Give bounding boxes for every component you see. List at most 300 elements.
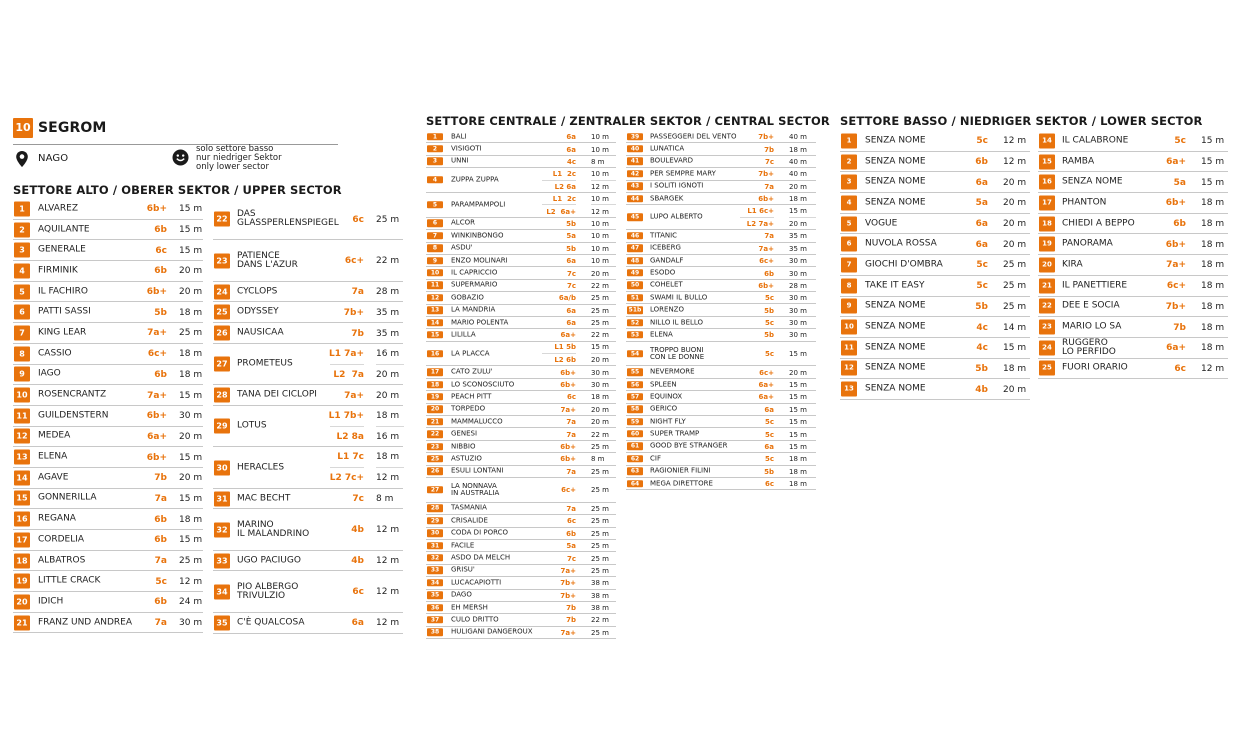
route-length: [789, 329, 816, 340]
grade-value: 6b: [764, 269, 774, 278]
grade-value: 6a: [351, 618, 364, 629]
route-name-line: IDICH: [38, 596, 64, 607]
route-grade: [426, 143, 576, 154]
route-name-line: MARIO LO SA: [1062, 321, 1122, 332]
route-number-badge: 59: [627, 418, 643, 425]
length-value: 18 m: [1201, 343, 1225, 354]
route-length: [789, 304, 816, 315]
grade-value: 6b: [154, 369, 167, 380]
route-row: [626, 478, 816, 490]
route-number-badge: 15: [427, 331, 443, 338]
route-length: [789, 366, 816, 377]
route-row: [426, 391, 616, 403]
route-number-badge: 15: [14, 491, 30, 506]
route-length: [1003, 359, 1030, 379]
route-name-line: RAMBA: [1062, 156, 1095, 167]
route-name-line: ODYSSEY: [237, 306, 279, 317]
route-length: [783, 205, 816, 229]
length-value: 22 m: [591, 331, 609, 340]
route-length: [789, 342, 816, 366]
route-grade: [626, 292, 774, 303]
route-number-badge: 6: [841, 237, 857, 252]
route-name-line: FRANZ UND ANDREA: [38, 617, 133, 628]
route-name-line: ALVAREZ: [38, 203, 79, 214]
route-length: [1003, 338, 1030, 358]
route-length: [179, 592, 203, 612]
route-length: [591, 143, 616, 154]
route-grade: [13, 489, 167, 509]
route-row: [626, 181, 816, 193]
length-value: 15 m: [789, 430, 807, 439]
route-row: [13, 489, 203, 510]
route-length: [1201, 234, 1228, 254]
route-grade: [840, 379, 988, 399]
route-length: [376, 489, 404, 509]
length-value: 15 m: [789, 350, 807, 359]
central-sector-title: SETTORE CENTRALE / ZENTRALER SEKTOR / CENTRAL SECTOR: [426, 114, 830, 128]
grade-value: 5a: [1173, 177, 1186, 188]
route-number-badge: 21: [427, 418, 443, 425]
route-length: [1201, 152, 1228, 172]
grade-value: 7a+: [560, 628, 576, 637]
route-number-badge: 52: [627, 319, 643, 326]
route-grade: [213, 385, 364, 405]
route-name-line: SWAMI IL BULLO: [650, 293, 708, 302]
route-grade: [13, 261, 167, 281]
route-length: [179, 489, 203, 509]
length-value: 20 m: [179, 473, 203, 484]
route-row: [1038, 359, 1228, 380]
length-value: 18 m: [789, 195, 807, 204]
route-number-badge: 45: [627, 214, 643, 221]
length-value: 15 m: [591, 342, 616, 354]
route-name-line: NUVOLA ROSSA: [865, 238, 937, 249]
route-name-line: PARAMPAMPOLI: [451, 200, 506, 209]
route-length: [1201, 214, 1228, 234]
route-row: [13, 302, 203, 323]
route-length: [591, 243, 616, 254]
route-number-badge: 18: [427, 381, 443, 388]
route-grade: [13, 344, 167, 364]
route-length: [179, 385, 203, 405]
route-number-badge: 9: [14, 367, 30, 382]
length-value: 28 m: [376, 287, 400, 298]
route-grade: [426, 590, 576, 601]
route-length: [789, 466, 816, 477]
route-row: [840, 172, 1030, 193]
route-number-badge: 14: [1039, 133, 1055, 148]
route-number-badge: 17: [1039, 195, 1055, 210]
length-value: 38 m: [591, 591, 609, 600]
grade-value: 6a: [566, 306, 576, 315]
route-length: [591, 453, 616, 464]
route-grade: [542, 193, 576, 217]
route-name-line: BOULEVARD: [650, 156, 694, 165]
route-number-badge: 20: [1039, 257, 1055, 272]
route-number-badge: 12: [841, 361, 857, 376]
route-length: [789, 156, 816, 167]
route-row: [213, 302, 403, 323]
route-name-line: IN AUSTRALIA: [451, 488, 500, 497]
route-number-badge: 27: [214, 357, 230, 372]
route-grade: [330, 344, 364, 384]
route-row: [426, 577, 616, 589]
note-line: only lower sector: [196, 162, 269, 172]
route-number-badge: 6: [427, 220, 443, 227]
route-name-line: SUPER TRAMP: [650, 429, 700, 438]
length-value: 15 m: [179, 390, 203, 401]
route-number-badge: 7: [427, 232, 443, 239]
route-name-line: SBARGEK: [650, 194, 684, 203]
route-row: [626, 243, 816, 255]
length-value: 20 m: [179, 266, 203, 277]
route-grade: [840, 234, 988, 254]
grade-value: 4c: [976, 343, 988, 354]
route-number-badge: 14: [14, 470, 30, 485]
route-length: [789, 255, 816, 266]
grade-value: 5a: [566, 542, 576, 551]
grade-value: 6c: [566, 393, 576, 402]
route-length: [789, 453, 816, 464]
route-number-badge: 5: [14, 284, 30, 299]
route-row: [426, 243, 616, 255]
grade-value: 7a: [566, 418, 576, 427]
grade-value: 5c: [764, 418, 774, 427]
route-grade: [13, 282, 167, 302]
route-row: [426, 466, 616, 478]
length-value: 20 m: [1003, 198, 1027, 209]
route-row: [626, 131, 816, 143]
grade-value: 5c: [155, 576, 167, 587]
route-length: [1201, 317, 1228, 337]
route-name-line: NILLO IL BELLO: [650, 318, 704, 327]
route-number-badge: 19: [427, 393, 443, 400]
length-value: 15 m: [179, 535, 203, 546]
route-name-line: PER SEMPRE MARY: [650, 169, 716, 178]
length-value: 18 m: [376, 406, 404, 427]
route-length: [789, 267, 816, 278]
grade-value: 6b+: [560, 455, 576, 464]
length-value: 25 m: [591, 486, 609, 495]
route-name-line: CULO DRITTO: [451, 615, 499, 624]
length-value: 18 m: [179, 307, 203, 318]
route-name-line: ASDO DA MELCH: [451, 553, 511, 562]
route-grade: [13, 199, 167, 219]
route-grade: [426, 366, 576, 377]
grade-value: 7c: [352, 494, 364, 505]
grade-value: 4b: [351, 556, 364, 567]
route-name-line: KING LEAR: [38, 327, 87, 338]
upper-routes-col2: [213, 199, 403, 634]
sector-number-badge: 10: [13, 118, 33, 138]
route-grade: [426, 379, 576, 390]
grade-value: 6b+: [146, 287, 167, 298]
route-length: [789, 131, 816, 142]
route-row: [13, 509, 203, 530]
route-row: [426, 292, 616, 304]
route-grade: [213, 282, 364, 302]
grade-value: 6c+: [759, 257, 774, 266]
route-name-line: CON LE DONNE: [650, 352, 705, 361]
route-length: [789, 181, 816, 192]
route-name-line: SPLEEN: [650, 380, 677, 389]
route-grade: [426, 131, 576, 142]
route-number-badge: 13: [14, 450, 30, 465]
length-value: 20 m: [591, 356, 609, 365]
route-number-badge: 2: [841, 154, 857, 169]
route-number-badge: 58: [627, 406, 643, 413]
route-name-line: HERACLES: [237, 462, 285, 472]
route-grade: [626, 243, 774, 254]
route-row: [626, 441, 816, 453]
route-number-badge: 36: [427, 604, 443, 611]
route-grade: [426, 391, 576, 402]
route-length: [591, 329, 616, 340]
route-number-badge: 54: [627, 350, 643, 357]
route-number-badge: 5: [427, 201, 443, 208]
route-name-line: ALBATROS: [38, 555, 86, 566]
route-number-badge: 10: [14, 388, 30, 403]
route-row: [840, 379, 1030, 400]
grade-value: 6c: [566, 517, 576, 526]
route-length: [179, 551, 203, 571]
length-value: 15 m: [1201, 177, 1225, 188]
route-row: [626, 267, 816, 279]
route-row: [13, 261, 203, 282]
route-length: [591, 230, 616, 241]
route-name-line: UNNI: [451, 156, 469, 165]
grade-value: 7a: [566, 430, 576, 439]
route-length: [591, 404, 616, 415]
route-row: [426, 528, 616, 540]
route-row: [626, 366, 816, 378]
route-number-badge: 7: [14, 325, 30, 340]
route-grade: [426, 466, 576, 477]
route-grade: [426, 428, 576, 439]
route-length: [370, 406, 404, 446]
route-name-line: ESULI LONTANI: [451, 466, 504, 475]
route-number-badge: 46: [627, 232, 643, 239]
route-name-line: UGO PACIUGO: [237, 555, 301, 566]
route-name-line: PATTI SASSI: [38, 306, 91, 317]
route-length: [1003, 152, 1030, 172]
route-name-line: ALCOR: [451, 218, 475, 227]
length-value: 15 m: [179, 452, 203, 463]
route-name-line: WINKINBONGO: [451, 231, 504, 240]
grade-value: 7a: [351, 287, 364, 298]
route-grade: [13, 592, 167, 612]
route-name-line: SENZA NOME: [865, 383, 926, 394]
route-name-line: CHIEDI A BEPPO: [1062, 218, 1135, 229]
grade-value: 7a+: [758, 244, 774, 253]
route-row: [213, 344, 403, 385]
length-value: 18 m: [179, 514, 203, 525]
length-value: 10 m: [591, 133, 609, 142]
route-grade: [426, 243, 576, 254]
grade-value: 5b: [764, 331, 774, 340]
route-row: [426, 428, 616, 440]
route-name-line: IL CALABRONE: [1062, 135, 1129, 146]
route-length: [789, 280, 816, 291]
route-number-badge: 1: [427, 133, 443, 140]
route-length: [591, 416, 616, 427]
route-length: [370, 344, 404, 384]
route-name: [237, 463, 284, 472]
length-value: 25 m: [179, 556, 203, 567]
length-value: 18 m: [1201, 198, 1225, 209]
route-row: [1038, 317, 1228, 338]
route-number-badge: 17: [14, 532, 30, 547]
route-grade: [840, 255, 988, 275]
route-number-badge: 50: [627, 282, 643, 289]
route-row: [426, 267, 616, 279]
grade-value: 6a+: [147, 431, 167, 442]
route-name-line: IAGO: [38, 368, 61, 379]
route-grade: [1038, 359, 1186, 379]
route-grade: [840, 317, 988, 337]
grade-value: 7a: [566, 504, 576, 513]
grade-value: 6c+: [759, 368, 774, 377]
route-name-line: GOBAZIO: [451, 293, 484, 302]
route-row: [426, 305, 616, 317]
route-length: [789, 478, 816, 489]
route-grade: [13, 571, 167, 591]
length-value: 20 m: [591, 405, 609, 414]
grade-value: L1 6c+: [740, 205, 774, 217]
grade-value: 4c: [976, 322, 988, 333]
route-number-badge: 51: [627, 294, 643, 301]
route-name-line: MEDEA: [38, 430, 71, 441]
central-routes-col2: [626, 131, 816, 490]
route-number-badge: 4: [14, 263, 30, 278]
length-value: 15 m: [789, 381, 807, 390]
grade-value: L2 6a: [554, 182, 576, 191]
length-value: 12 m: [376, 618, 400, 629]
route-length: [1003, 172, 1030, 192]
length-value: 15 m: [789, 442, 807, 451]
route-grade: [426, 503, 576, 514]
grade-value: 6a+: [758, 393, 774, 402]
route-length: [591, 466, 616, 477]
route-name-line: GANDALF: [650, 256, 684, 265]
grade-value: 6c+: [147, 349, 167, 360]
length-value: 15 m: [179, 493, 203, 504]
route-length: [179, 427, 203, 447]
route-row: [840, 359, 1030, 380]
route-row: [840, 234, 1030, 255]
route-name-line: ASTUZIO: [451, 454, 482, 463]
length-value: 15 m: [1201, 157, 1225, 168]
grade-value: 6a: [975, 239, 988, 250]
route-grade: [840, 214, 988, 234]
route-grade: [1038, 152, 1186, 172]
length-value: 8 m: [376, 494, 394, 505]
route-grade: [1038, 214, 1186, 234]
route-row: [426, 614, 616, 626]
route-length: [376, 282, 404, 302]
grade-value: 6c: [1174, 363, 1186, 374]
route-row: [426, 416, 616, 428]
route-number-badge: 57: [627, 393, 643, 400]
route-name-line: VOGUE: [865, 218, 898, 229]
route-grade: [626, 441, 774, 452]
grade-value: 6b+: [1165, 239, 1186, 250]
route-row: [13, 385, 203, 406]
grade-value: 7b+: [1165, 301, 1186, 312]
route-length: [1003, 234, 1030, 254]
length-value: 25 m: [591, 566, 609, 575]
route-number-badge: 16: [1039, 175, 1055, 190]
route-row: [426, 590, 616, 602]
route-grade: [213, 571, 364, 611]
route-number-badge: 7: [841, 257, 857, 272]
route-grade: [426, 280, 576, 291]
route-length: [179, 509, 203, 529]
length-value: 25 m: [591, 628, 609, 637]
route-name-line: SENZA NOME: [865, 300, 926, 311]
route-number-badge: 3: [427, 158, 443, 165]
route-grade: [213, 509, 364, 549]
route-name-line: LUCACAPIOTTI: [451, 578, 502, 587]
length-value: 20 m: [1003, 239, 1027, 250]
route-number-badge: 2: [14, 222, 30, 237]
route-name-line: NEVERMORE: [650, 367, 695, 376]
route-length: [591, 590, 616, 601]
route-name-line: LITTLE CRACK: [38, 575, 101, 586]
route-grade: [213, 551, 364, 571]
route-number-badge: 32: [427, 554, 443, 561]
upper-sector-title: SETTORE ALTO / OBERER SEKTOR / UPPER SECTOR: [13, 183, 342, 197]
route-number-badge: 19: [1039, 237, 1055, 252]
length-value: 12 m: [376, 525, 400, 536]
route-grade: [426, 292, 576, 303]
route-number-badge: 19: [14, 574, 30, 589]
route-length: [591, 292, 616, 303]
grade-value: 6a: [566, 257, 576, 266]
route-number-badge: 40: [627, 145, 643, 152]
length-value: 25 m: [591, 517, 609, 526]
length-value: 30 m: [789, 306, 807, 315]
route-name-line: ICEBERG: [650, 243, 681, 252]
route-length: [179, 220, 203, 240]
grade-value: 7a+: [560, 405, 576, 414]
length-value: 25 m: [1003, 260, 1027, 271]
grade-value: 7a: [764, 232, 774, 241]
route-grade: [426, 627, 576, 638]
length-value: 25 m: [1003, 281, 1027, 292]
route-number-badge: 20: [427, 406, 443, 413]
route-grade: [626, 143, 774, 154]
length-value: 15 m: [1003, 343, 1027, 354]
grade-value: 5a: [975, 198, 988, 209]
route-number-badge: 10: [427, 269, 443, 276]
route-row: [426, 156, 616, 168]
grade-value: 7a: [566, 467, 576, 476]
route-name-line: ASDU': [451, 243, 473, 252]
route-number-badge: 63: [627, 468, 643, 475]
grade-value: 7a: [154, 618, 167, 629]
length-value: 15 m: [1201, 136, 1225, 147]
route-number-badge: 28: [427, 505, 443, 512]
grade-value: 6b+: [560, 368, 576, 377]
route-number-badge: 20: [14, 594, 30, 609]
length-value: 25 m: [591, 554, 609, 563]
route-number-badge: 25: [1039, 361, 1055, 376]
route-name-line: ENZO MOLINARI: [451, 256, 508, 265]
route-length: [179, 406, 203, 426]
route-name-line: ESODO: [650, 268, 676, 277]
route-name-line: GLASSPERLENSPIEGEL: [237, 218, 339, 229]
